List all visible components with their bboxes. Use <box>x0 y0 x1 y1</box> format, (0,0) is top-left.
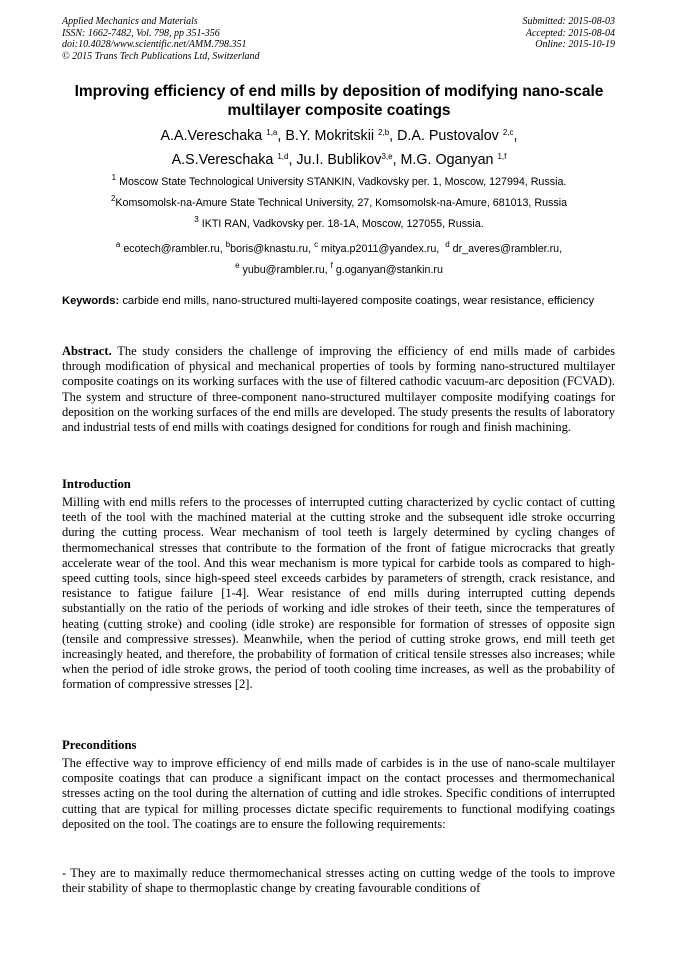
accepted-date: Accepted: 2015-08-04 <box>525 27 615 39</box>
affiliation-3 <box>40 215 638 231</box>
copyright-line: © 2015 Trans Tech Publications Ltd, Switzerland <box>62 50 260 62</box>
author-affiliation-mark: 1,a <box>266 128 278 137</box>
issn-line: ISSN: 1662-7482, Vol. 798, pp 351-356 <box>62 27 220 39</box>
email-link[interactable]: g.oganyan@stankin.ru <box>335 264 443 276</box>
author-list <box>40 124 638 172</box>
affiliation-2 <box>40 194 638 210</box>
affiliation-text: Komsomolsk-na-Amure State Technical University, 27, Komsomolsk-na-Amure, 681013, Russia <box>115 197 568 209</box>
abstract-text: The study considers the challenge of improving the efficiency of end mills made of carbides through modification of physical and mechanical properties of tools by forming nano-structured multilayer composite coatings on its working surfaces with the use of filtered cathodic vacuum-arc deposition (FCVAD). The system and structure of three-component nano-structured multilayer composite modifying coatings for deposition on the working surfaces of the end mills are developed. The study presents the results of laboratory and industrial tests of end mills with coatings designed for conditions for rough and finish machining. <box>62 344 615 435</box>
journal-name: Applied Mechanics and Materials <box>62 16 198 27</box>
email-line-2: $^e$ yubu@rambler.ru, $^f$ g.oganyan@stankin.ru <box>235 261 443 276</box>
email-link[interactable]: dr_averes@rambler.ru <box>452 243 560 255</box>
author-name: A.A.Vereschaka <box>160 128 263 144</box>
author-affiliation-mark: 2,c <box>502 128 514 137</box>
online-date: Online: 2015-10-19 <box>535 39 615 51</box>
keywords-block <box>62 294 615 309</box>
affiliation-number: 3 <box>194 215 199 224</box>
affiliation-text: Moscow State Technological University STANKIN, Vadkovsky per. 1, Moscow, 127994, Russia. <box>119 176 567 188</box>
email-link[interactable]: ecotech@rambler.ru <box>123 243 220 255</box>
dates-header <box>523 16 616 51</box>
affiliation-number: 1 <box>111 173 117 182</box>
keywords-label: Keywords: <box>62 295 120 307</box>
author-affiliation-mark: 2,b <box>378 128 390 137</box>
submitted-date: Submitted: 2015-08-03 <box>522 16 615 27</box>
abstract-block <box>62 344 615 435</box>
author-name: M.G. Oganyan <box>400 152 494 168</box>
email-line-1: $^a$ ecotech@rambler.ru, $^b$boris@knastu.ru, $^c$ mitya.p2011@yandex.ru, $^d$ dr_averes@rambler.ru, <box>115 240 563 255</box>
affiliation-1 <box>40 173 638 189</box>
affiliation-text: IKTI RAN, Vadkovsky per. 18-1A, Moscow, 127055, Russia. <box>201 218 484 230</box>
preconditions-heading: Preconditions <box>62 738 137 752</box>
author-line-2: A.S.Vereschaka $^{1,d}$, Ju.I. Bublikov$^{3,e}$, M.G. Oganyan $^{1,f}$ <box>171 152 507 168</box>
abstract-label: Abstract. <box>62 344 112 358</box>
author-name: B.Y. Mokritskii <box>285 128 375 144</box>
affiliation-number: 2 <box>110 194 116 203</box>
doi-line[interactable]: doi:10.4028/www.scientific.net/AMM.798.351 <box>62 39 247 51</box>
email-link[interactable]: yubu@rambler.ru <box>242 264 325 276</box>
author-line-1: A.A.Vereschaka $^{1,a}$, B.Y. Mokritskii $^{2,b}$, D.A. Pustovalov $^{2,c}$, <box>160 128 518 144</box>
author-affiliation-mark: 1,f <box>497 152 507 161</box>
author-affiliation-mark: 1,d <box>277 152 289 161</box>
paper-title: Improving efficiency of end mills by deposition of modifying nano-scale multilayer composite coatings <box>74 83 604 119</box>
author-name: Ju.I. Bublikov <box>296 152 382 168</box>
email-link[interactable]: mitya.p2011@yandex.ru <box>321 243 437 255</box>
requirement-item: - They are to maximally reduce thermomechanical stresses acting on cutting wedge of the tools to improve their stability of shape to thermoplastic change by creating favourable conditions of <box>62 866 615 896</box>
author-name: D.A. Pustovalov <box>397 128 499 144</box>
keywords-text: carbide end mills, nano-structured multi-layered composite coatings, wear resistance, efficiency <box>122 295 595 307</box>
email-list <box>40 239 638 281</box>
author-affiliation-mark: 3,e <box>381 152 393 161</box>
introduction-heading: Introduction <box>62 477 131 491</box>
introduction-paragraph: Milling with end mills refers to the processes of interrupted cutting characterized by cyclic contact of cutting teeth of the tool with the machined material at the cutting stroke and the subsequent idle stroke occurring during the cutting process. Wear mechanism of tool teeth is largely determined by cycling changes of thermomechanical stresses that contribute to the formation of the front of fatigue microcracks that greatly accelerate wear of the tool. And this wear mechanism is more typical for carbide tools as compared to high-speed cutting tools, since high-speed steel exceeds carbides by parameters of strength, crack resistance, and resistance to fatigue failure [1-4]. Wear resistance of end mills during interrupted cutting depends substantially on the ratio of the periods of working and idle strokes of their teeth, since the temperatures of heating (cutting stroke) and cooling (idle stroke) are responsible for formation of stresses of opposite sign (tensile and compressive stresses). Meanwhile, when the period of cutting stroke grows, end mill teeth get increasingly heated, and therefore, the probability of formation of critical tensile stresses also increases; while when the period of idle stroke grows, the period of tooth cooling time increases, as well as the probability of formation of compressive stresses [2]. <box>62 495 615 692</box>
journal-header <box>62 16 260 62</box>
preconditions-paragraph: The effective way to improve efficiency of end mills made of carbides is in the use of nano-scale multilayer composite coatings that can produce a significant impact on the contact processes and thermomechanical stresses acting on the tool during the alternation of cutting and idle strokes. Specific conditions of interrupted cutting that are typical for milling processes dictate specific requirements to functional modifying coatings deposited on the tool. The coatings are to ensure the following requirements: <box>62 756 615 831</box>
author-name: A.S.Vereschaka <box>171 152 274 168</box>
email-link[interactable]: boris@knastu.ru <box>230 243 309 255</box>
